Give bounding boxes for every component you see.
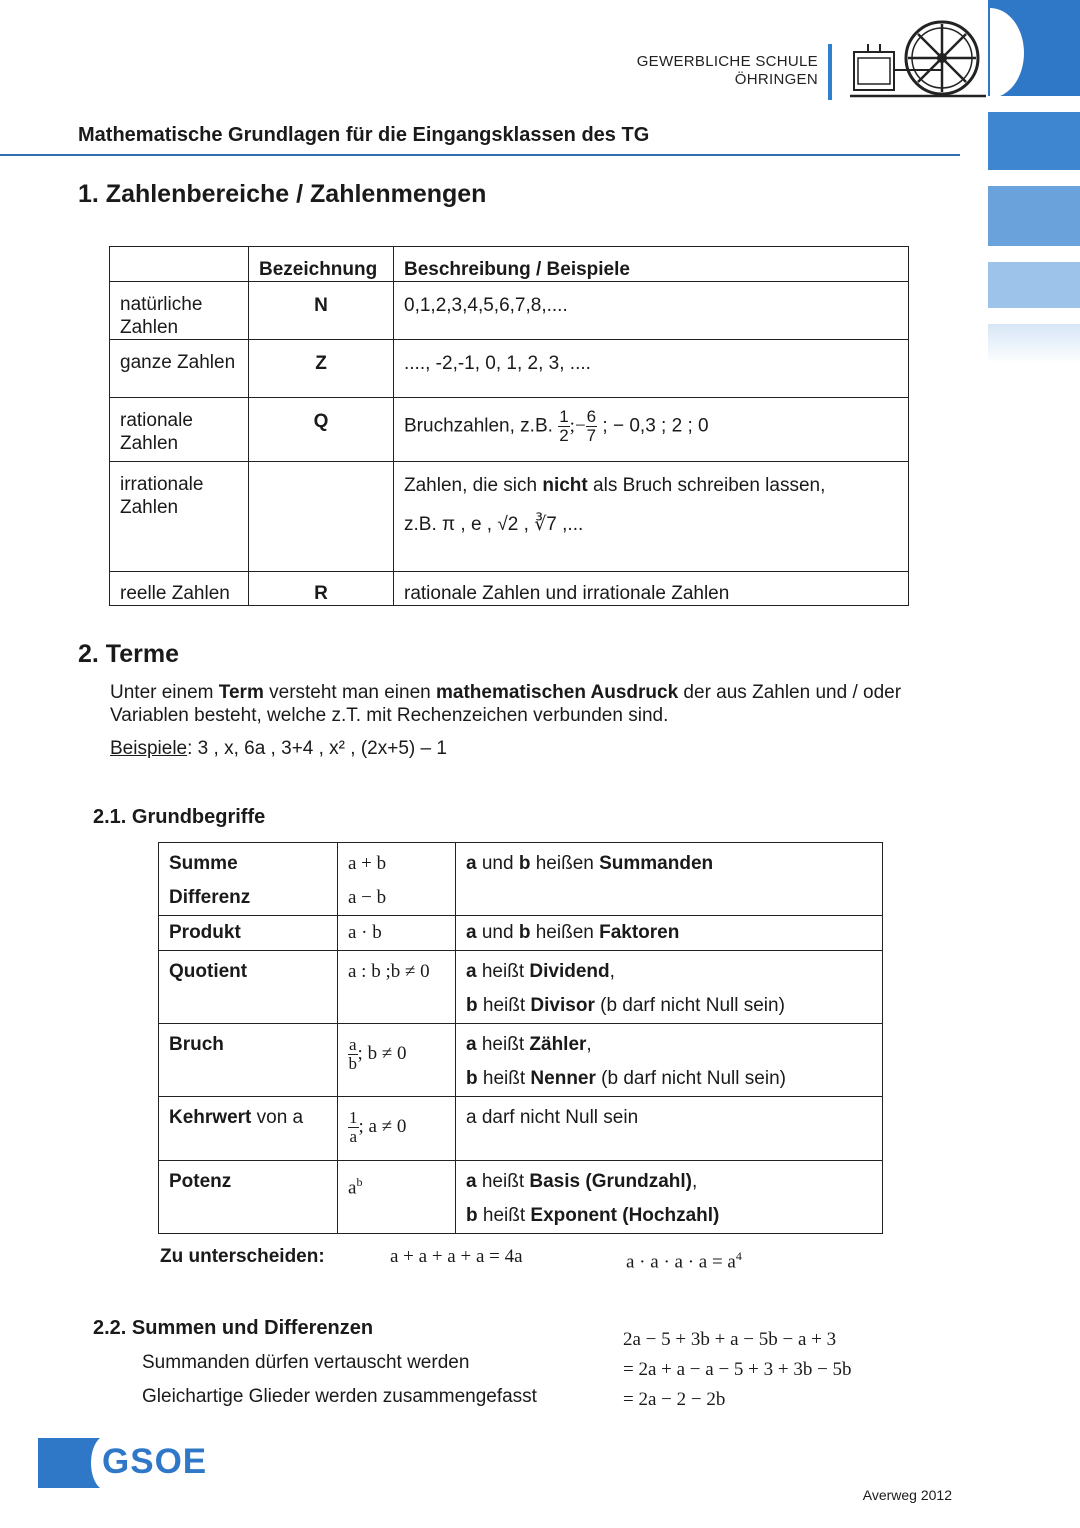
school-name	[637, 53, 818, 89]
set-name: reelle Zahlen	[110, 572, 249, 606]
decor-bar-3	[988, 186, 1080, 246]
expr-condition: ; b ≠ 0	[357, 1042, 407, 1064]
set-description: ...., -2,-1, 0, 1, 2, 3, ....	[394, 340, 909, 398]
steam-engine-logo-icon	[850, 18, 986, 100]
table-row	[159, 951, 883, 1024]
table-row	[159, 916, 883, 951]
irrational-examples: z.B. π , e , √2 , ∛7 ,...	[404, 514, 584, 535]
intro-line-2: Variablen besteht, welche z.T. mit Rechenzeichen verbunden sind.	[110, 705, 669, 726]
irrational-desc-text-2: als Bruch schreiben lassen,	[587, 475, 826, 496]
intro-bold-term: Term	[218, 682, 264, 703]
desc-text: ,	[691, 1171, 698, 1192]
fraction-numerator: 1	[349, 1108, 358, 1127]
examples-label: Beispiele	[110, 738, 188, 759]
header-cell-designation: Bezeichnung	[249, 247, 394, 282]
desc-text: heißt	[477, 995, 531, 1016]
power-base: a	[348, 1177, 357, 1199]
decor-bar-4	[988, 262, 1080, 308]
desc-bold-b: b	[518, 853, 531, 874]
term-description	[456, 843, 883, 916]
desc-text: und	[476, 853, 519, 874]
term-sum: Summe	[169, 853, 238, 874]
term-name	[159, 843, 338, 916]
section-2-1-title: 2.1. Grundbegriffe	[93, 806, 266, 828]
expr-sum: a + b	[348, 853, 387, 874]
term-name: Produkt	[159, 916, 338, 951]
desc-text: (b darf nicht Null sein)	[595, 1068, 786, 1089]
product-exponent: 4	[735, 1249, 742, 1263]
desc-bold-term: Nenner	[530, 1068, 596, 1089]
desc-bold-a: a	[466, 922, 477, 943]
header-cell-empty	[110, 247, 249, 282]
set-symbol	[249, 462, 394, 572]
term-description	[456, 916, 883, 951]
term-name: Bruch	[159, 1024, 338, 1097]
fraction-numerator: a	[349, 1035, 357, 1054]
rational-desc-suffix: ; − 0,3 ; 2 ; 0	[602, 415, 709, 437]
term-expression	[338, 1097, 456, 1161]
section-2-title: 2. Terme	[78, 640, 179, 668]
section-1-title: 1. Zahlenbereiche / Zahlenmengen	[78, 180, 487, 208]
set-name: irrationale Zahlen	[110, 462, 249, 572]
set-symbol: N	[249, 282, 394, 340]
intro-bold-expression: mathematischen Ausdruck	[436, 682, 679, 703]
desc-text: ,	[586, 1034, 592, 1055]
table-header-row	[110, 247, 909, 282]
basic-terms-table	[158, 842, 883, 1234]
document-title: Mathematische Grundlagen für die Eingangsklassen des TG	[78, 124, 650, 146]
irrational-desc-text: Zahlen, die sich	[404, 475, 543, 496]
expr-difference: a − b	[348, 887, 387, 908]
terms-intro	[110, 681, 970, 727]
fraction-numerator: 6	[586, 407, 597, 426]
term-description	[456, 951, 883, 1024]
set-description: 0,1,2,3,4,5,6,7,8,....	[394, 282, 909, 340]
fraction-six-sevenths	[586, 408, 597, 445]
desc-bold-term: Divisor	[530, 995, 595, 1016]
fraction-denominator: b	[348, 1054, 358, 1073]
examples-list: : 3 , x, 6a , 3+4 , x² , (2x+5) – 1	[187, 738, 447, 759]
table-row	[159, 1097, 883, 1161]
desc-bold-b: b	[466, 1205, 478, 1226]
fraction-one-over-a	[348, 1109, 359, 1146]
decor-bar-5	[988, 324, 1080, 364]
table-row	[110, 398, 909, 462]
term-reciprocal: Kehrwert	[169, 1107, 252, 1128]
table-row	[110, 462, 909, 572]
table-row	[159, 1024, 883, 1097]
rule-commutative: Summanden dürfen vertauscht werden	[142, 1352, 470, 1373]
set-symbol: Q	[249, 398, 394, 462]
desc-bold-a: a	[466, 853, 477, 874]
fraction-one-half	[558, 408, 569, 445]
table-row	[159, 843, 883, 916]
desc-text: und	[476, 922, 519, 943]
term-expression	[338, 1024, 456, 1097]
distinguish-label: Zu unterscheiden:	[160, 1246, 325, 1267]
school-line-1: GEWERBLICHE SCHULE	[636, 53, 818, 70]
term-difference: Differenz	[169, 887, 251, 908]
term-name: Potenz	[159, 1161, 338, 1234]
set-symbol: Z	[249, 340, 394, 398]
expr-condition: ; a ≠ 0	[358, 1115, 407, 1137]
intro-text: Unter einem	[110, 682, 219, 703]
desc-bold-a: a	[466, 1034, 477, 1055]
power-exponent: b	[356, 1175, 363, 1189]
desc-text: heißen	[530, 922, 600, 943]
desc-text: heißen	[530, 853, 600, 874]
term-expression: a · b	[338, 916, 456, 951]
desc-bold-b: b	[466, 1068, 478, 1089]
desc-bold-a: a	[466, 961, 477, 982]
desc-text: heißt	[476, 961, 530, 982]
irrational-desc-bold: nicht	[542, 475, 588, 496]
table-row	[110, 282, 909, 340]
term-expression: a : b ;b ≠ 0	[338, 951, 456, 1024]
term-name: Quotient	[159, 951, 338, 1024]
set-description	[394, 462, 909, 572]
desc-bold-b: b	[518, 922, 531, 943]
desc-text: ,	[609, 961, 615, 982]
header-divider	[828, 44, 832, 100]
desc-bold-term: Faktoren	[599, 922, 680, 943]
calc-line-3: = 2a − 2 − 2b	[623, 1389, 726, 1410]
desc-text: heißt	[477, 1205, 531, 1226]
term-description: a darf nicht Null sein	[456, 1097, 883, 1161]
author-credit: Averweg 2012	[862, 1487, 952, 1503]
calc-line-2: = 2a + a − a − 5 + 3 + 3b − 5b	[623, 1359, 852, 1380]
product-base: a · a · a · a = a	[626, 1251, 736, 1273]
fraction-a-over-b	[348, 1036, 358, 1073]
intro-text: der aus Zahlen und / oder	[678, 682, 902, 703]
set-description: Bruchzahlen, z.B. $\frac{1}{2}$ ;− $\frac{6}{7}$ ; − 0,3 ; 2 ; 0	[394, 398, 909, 462]
term-description	[456, 1161, 883, 1234]
table-row	[110, 572, 909, 606]
desc-text: (b darf nicht Null sein)	[594, 995, 785, 1016]
rational-desc-prefix: Bruchzahlen, z.B.	[404, 415, 553, 437]
distinguish-sum: a + a + a + a = 4a	[390, 1246, 523, 1267]
desc-bold-b: b	[466, 995, 478, 1016]
fraction-denominator: a	[349, 1127, 358, 1146]
table-row	[159, 1161, 883, 1234]
set-symbol: R	[249, 572, 394, 606]
set-name: rationale Zahlen	[110, 398, 249, 462]
set-description: rationale Zahlen und irrationale Zahlen	[394, 572, 909, 606]
desc-bold-term: Basis (Grundzahl)	[529, 1171, 692, 1192]
term-expression	[338, 843, 456, 916]
examples-line	[110, 737, 447, 760]
section-2-2-title: 2.2. Summen und Differenzen	[93, 1317, 374, 1339]
distinguish-product	[626, 1245, 742, 1273]
fraction-numerator: 1	[559, 407, 569, 426]
fraction-denominator: 2	[559, 426, 569, 445]
term-expression	[338, 1161, 456, 1234]
number-sets-table	[109, 246, 909, 606]
desc-text: heißt	[476, 1034, 530, 1055]
decor-bar-2	[988, 112, 1080, 170]
term-name	[159, 1097, 338, 1161]
intro-text: versteht man einen	[263, 682, 436, 703]
table-row	[110, 340, 909, 398]
desc-text: heißt	[477, 1068, 531, 1089]
gsoe-logo-text: GSOE	[102, 1442, 208, 1481]
term-reciprocal-rest: von a	[251, 1107, 304, 1128]
header-cell-description: Beschreibung / Beispiele	[394, 247, 909, 282]
term-description	[456, 1024, 883, 1097]
desc-bold-term: Dividend	[529, 961, 610, 982]
desc-bold-term: Zähler	[529, 1034, 587, 1055]
school-line-2: ÖHRINGEN	[734, 71, 818, 88]
set-name: ganze Zahlen	[110, 340, 249, 398]
rule-combine: Gleichartige Glieder werden zusammengefasst	[142, 1386, 537, 1407]
set-name: natürliche Zahlen	[110, 282, 249, 340]
desc-bold-term: Exponent (Hochzahl)	[530, 1205, 720, 1226]
fraction-denominator: 7	[586, 426, 597, 445]
decor-arc	[990, 8, 1030, 98]
desc-text: heißt	[476, 1171, 530, 1192]
header-rule	[0, 154, 960, 156]
desc-bold-term: Summanden	[599, 853, 714, 874]
calc-line-1: 2a − 5 + 3b + a − 5b − a + 3	[623, 1329, 837, 1350]
desc-bold-a: a	[466, 1171, 477, 1192]
